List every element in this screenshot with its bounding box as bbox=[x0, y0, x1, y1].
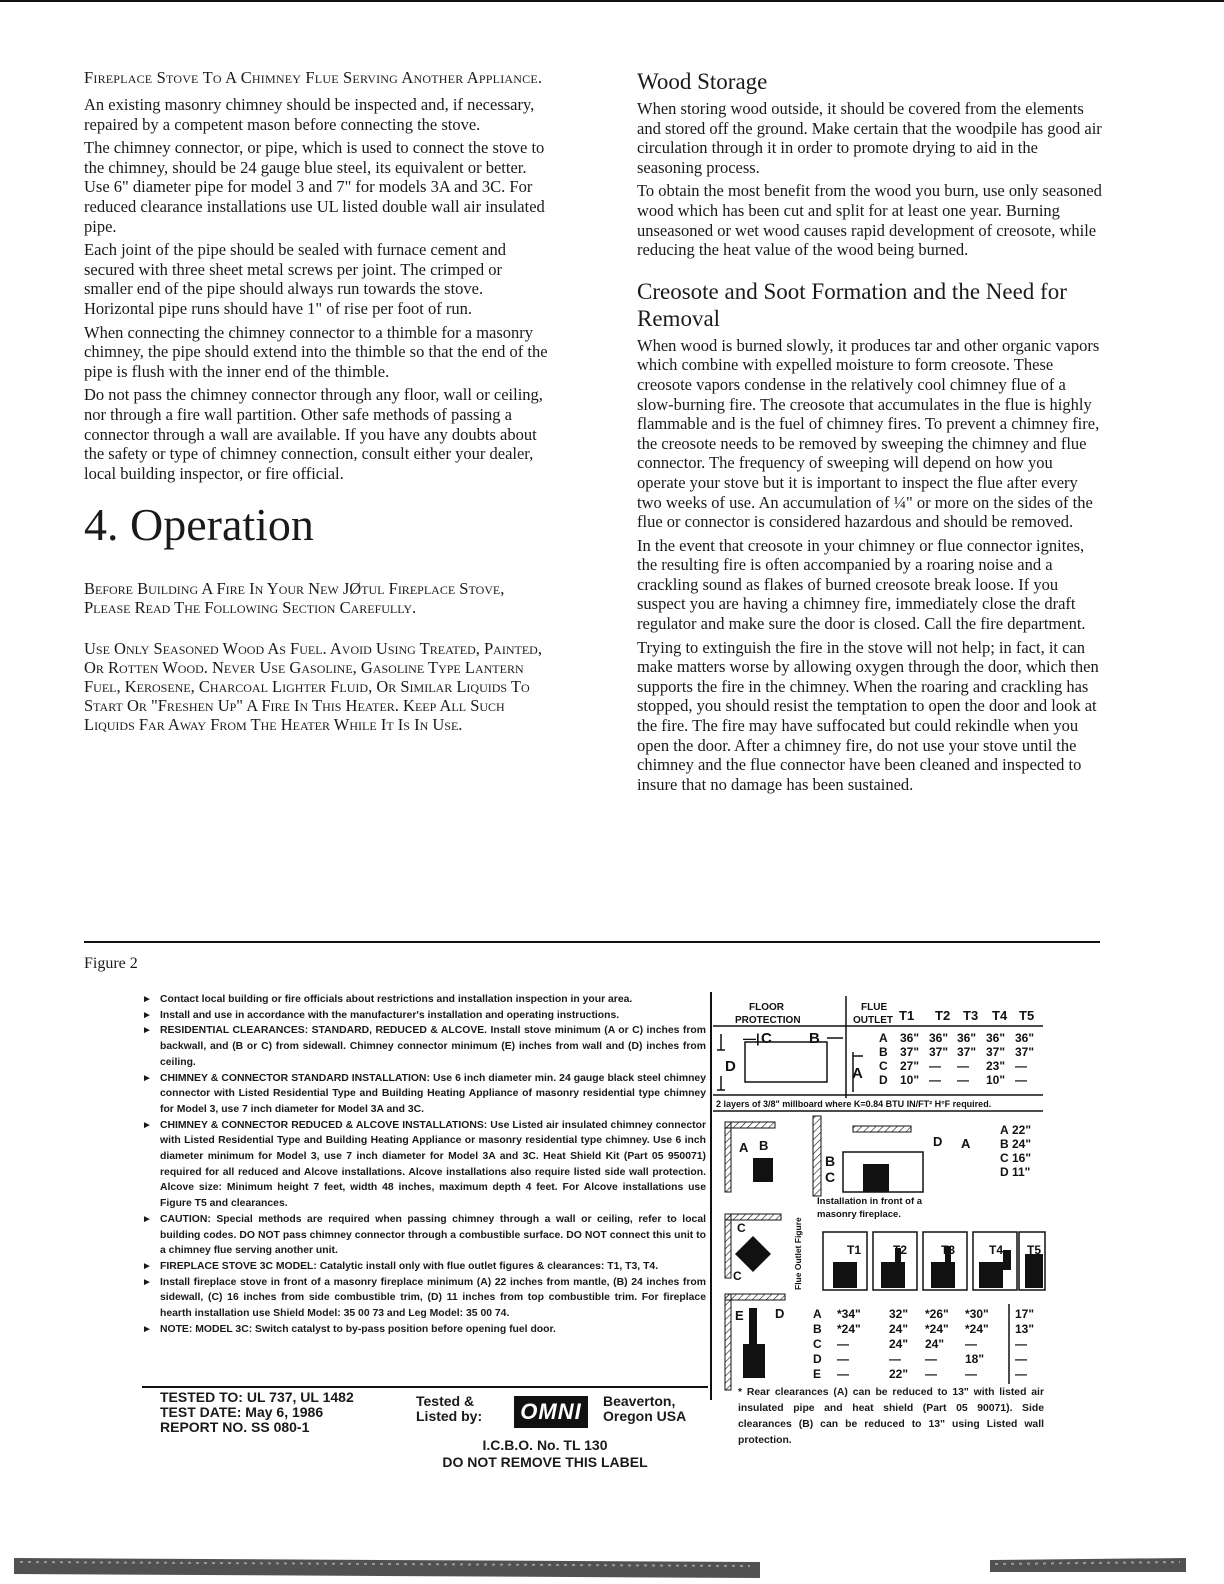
svg-text:—: — bbox=[957, 1059, 969, 1073]
svg-text:24": 24" bbox=[889, 1337, 909, 1351]
left-paragraph: Do not pass the chimney connector through any floor, wall or ceiling, nor through a fire wall partition. Other safe methods of passing a connector through a wall are available. If you have any doubts about the safety or type of chimney connection, consult either your dealer, local building inspector, or fire official. bbox=[84, 385, 543, 483]
col-t5: T5 bbox=[1019, 1008, 1035, 1023]
arrow-right-icon: ► bbox=[142, 1260, 152, 1272]
floor-protection-label-2: PROTECTION bbox=[735, 1015, 801, 1026]
svg-text:T4: T4 bbox=[989, 1243, 1004, 1257]
svg-text:—: — bbox=[1015, 1367, 1027, 1381]
figure-rule bbox=[84, 941, 1100, 943]
svg-text:36": 36" bbox=[986, 1031, 1006, 1045]
svg-text:D: D bbox=[775, 1306, 785, 1321]
svg-text:27": 27" bbox=[900, 1059, 920, 1073]
svg-text:16": 16" bbox=[1012, 1151, 1032, 1165]
svg-text:—: — bbox=[1015, 1059, 1027, 1073]
svg-text:17": 17" bbox=[1015, 1307, 1035, 1321]
col-t4: T4 bbox=[992, 1008, 1008, 1023]
svg-text:D: D bbox=[813, 1352, 822, 1366]
right-column bbox=[637, 68, 1102, 798]
svg-text:A: A bbox=[739, 1140, 749, 1155]
flue-outlet-label-1: FLUE bbox=[861, 1002, 888, 1013]
svg-text:37": 37" bbox=[957, 1045, 977, 1059]
svg-text:T1: T1 bbox=[847, 1243, 862, 1257]
svg-text:E: E bbox=[735, 1308, 744, 1323]
arrow-right-icon: ► bbox=[142, 1323, 152, 1335]
left-paragraph: When connecting the chimney connector to a thimble for a masonry chimney, the pipe should extend into the thimble so that the end of the pipe is flush with the inner end of the thimble. bbox=[84, 322, 548, 381]
svg-text:37": 37" bbox=[1015, 1045, 1035, 1059]
svg-text:—: — bbox=[965, 1337, 977, 1351]
right-paragraph: When storing wood outside, it should be covered from the elements and stored off the ground. Make certain that the woodpile has good air circulation through it in order to promote drying to aid in the seasoning process. bbox=[637, 99, 1102, 177]
label-item: ► Install and use in accordance with the manufacturer's installation and operating instructions. bbox=[142, 1008, 706, 1024]
label-item: ► CHIMNEY & CONNECTOR REDUCED & ALCOVE INSTALLATIONS: Use Listed air insulated chimney connector with Listed Residential Type and Building Heating Appliance or masonry residential type chimney. Use 6 inch diameter minimum for Model 3, use 7 inch diameter for Model 3A and 3C. Heat Shield Kit (Part 05 950071) required for all reduced and Alcove installations. Alcove installations also require listed side wall protection. Alcove size: Minimum height 7 feet, width 48 inches, maximum depth 4 feet. For Alcove installations use Figure T5 and clearances. bbox=[142, 1119, 706, 1210]
svg-text:22": 22" bbox=[889, 1367, 909, 1381]
row-label: D bbox=[879, 1073, 888, 1087]
fireplace-caption-2: masonry fireplace. bbox=[817, 1209, 901, 1220]
row-label: A bbox=[879, 1031, 888, 1045]
svg-text:—: — bbox=[957, 1073, 969, 1087]
svg-text:11": 11" bbox=[1012, 1165, 1031, 1179]
intro-caps: Fireplace Stove To A Chimney Flue Serving Another Appliance. bbox=[84, 68, 543, 87]
figure-vertical-divider bbox=[710, 992, 712, 1400]
svg-text:C: C bbox=[825, 1169, 836, 1185]
tested-to: TESTED TO: UL 737, UL 1482 bbox=[160, 1389, 354, 1405]
svg-text:*24": *24" bbox=[965, 1322, 989, 1336]
svg-text:10": 10" bbox=[900, 1073, 920, 1087]
heading-creosote: Creosote and Soot Formation and the Need for Removal bbox=[637, 278, 1067, 331]
label-item: ► CHIMNEY & CONNECTOR STANDARD INSTALLATION: Use 6 inch diameter min. 24 gauge black steel chimney connector with Listed Residential Type and Building Heating Appliance of masonry residential type chimney for Model 3, use 7 inch diameter for Model 3A and 3C. bbox=[142, 1072, 706, 1115]
svg-text:*34": *34" bbox=[837, 1307, 861, 1321]
svg-text:—: — bbox=[1015, 1337, 1027, 1351]
label-instructions bbox=[142, 992, 706, 1337]
svg-text:36": 36" bbox=[929, 1031, 949, 1045]
svg-text:36": 36" bbox=[900, 1031, 920, 1045]
svg-text:A: A bbox=[961, 1136, 971, 1151]
svg-text:37": 37" bbox=[900, 1045, 920, 1059]
do-not-remove: DO NOT REMOVE THIS LABEL bbox=[442, 1454, 648, 1470]
svg-text:—: — bbox=[837, 1337, 849, 1351]
svg-text:B: B bbox=[1000, 1137, 1009, 1151]
fireplace-clearance-values bbox=[1000, 1123, 1031, 1179]
svg-text:36": 36" bbox=[1015, 1031, 1035, 1045]
scan-artifact bbox=[0, 1548, 1224, 1584]
left-paragraph: An existing masonry chimney should be inspected and, if necessary, repaired by a competent mason before connecting the stove. bbox=[84, 95, 535, 134]
reduced-clearance-sketch bbox=[725, 1294, 785, 1390]
arrow-right-icon: ► bbox=[142, 1009, 152, 1021]
svg-text:—: — bbox=[965, 1367, 977, 1381]
svg-text:D: D bbox=[725, 1058, 736, 1075]
tested-listed-by: Tested & Listed by: bbox=[416, 1393, 483, 1424]
svg-text:—: — bbox=[925, 1352, 937, 1366]
svg-text:D: D bbox=[933, 1134, 943, 1149]
svg-text:E: E bbox=[813, 1367, 822, 1381]
svg-text:—: — bbox=[925, 1367, 937, 1381]
right-paragraph: To obtain the most benefit from the wood you burn, use only seasoned wood which has been cut and split for at least one year. Burning unseasoned or wet wood causes rapid development of creosote, while reducing the heat value of the wood being burned. bbox=[637, 181, 1102, 260]
svg-text:C: C bbox=[1000, 1151, 1009, 1165]
svg-text:A: A bbox=[1000, 1123, 1009, 1137]
svg-text:D: D bbox=[1000, 1165, 1009, 1179]
flue-outlet-figure-label: Flue Outlet Figure bbox=[793, 1217, 803, 1290]
clearance-footnote: * Rear clearances (A) can be reduced to 13" with listed air insulated pipe and heat shield (Part 05 90071). Side clearances (B) can be reduced to 13" using Listed wall protection. bbox=[738, 1387, 1044, 1446]
svg-text:A: A bbox=[813, 1307, 822, 1321]
svg-text:13": 13" bbox=[1015, 1322, 1035, 1336]
top-rule bbox=[0, 0, 1224, 2]
col-t2: T2 bbox=[935, 1008, 951, 1023]
col-t3: T3 bbox=[963, 1008, 979, 1023]
icbo-block bbox=[405, 1437, 685, 1471]
icbo-number: I.C.B.O. No. TL 130 bbox=[482, 1437, 608, 1453]
svg-text:22": 22" bbox=[1012, 1123, 1032, 1137]
caps-paragraph-1: Before Building A Fire In Your New JØtul Fireplace Stove, Please Read The Following Section Carefully. bbox=[84, 579, 505, 618]
svg-text:18": 18" bbox=[965, 1352, 985, 1366]
svg-text:T5: T5 bbox=[1027, 1243, 1042, 1257]
svg-text:24": 24" bbox=[889, 1322, 909, 1336]
svg-text:—: — bbox=[889, 1352, 901, 1366]
test-info bbox=[160, 1390, 354, 1435]
svg-text:23": 23" bbox=[986, 1059, 1006, 1073]
svg-text:B: B bbox=[813, 1322, 822, 1336]
label-item: ► CAUTION: Special methods are required when passing chimney through a wall or ceiling, refer to local building codes. DO NOT pass chimney connector through a combustible surface. DO NOT connect this unit to a chimney flue serving another unit. bbox=[142, 1213, 706, 1257]
svg-text:C: C bbox=[813, 1337, 822, 1351]
test-date: TEST DATE: May 6, 1986 bbox=[160, 1404, 324, 1420]
svg-text:—: — bbox=[929, 1073, 941, 1087]
millboard-note: 2 layers of 3/8" millboard where K=0.84 BTU IN/FT² H°F required. bbox=[716, 1099, 992, 1109]
svg-text:—|: —| bbox=[743, 1031, 760, 1046]
arrow-right-icon: ► bbox=[142, 1025, 152, 1037]
arrow-right-icon: ► bbox=[142, 1119, 152, 1131]
reduced-clearance-table bbox=[813, 1304, 1034, 1384]
svg-text:T3: T3 bbox=[941, 1243, 956, 1257]
omni-logo: OMNI bbox=[514, 1396, 588, 1428]
col-t1: T1 bbox=[899, 1008, 915, 1023]
svg-text:C: C bbox=[761, 1030, 772, 1047]
left-paragraph: The chimney connector, or pipe, which is used to connect the stove to the chimney, should be 24 gauge blue steel, its equivalent or better. Use 6" diameter pipe for model 3 and 7" for models 3A and 3C. For reduced clearance installations use UL listed double wall air insulated pipe. bbox=[84, 138, 545, 236]
svg-text:—: — bbox=[837, 1367, 849, 1381]
caps-paragraph-2: Use Only Seasoned Wood As Fuel. Avoid Using Treated, Painted, Or Rotten Wood. Never Use Gasoline, Gasoline Type Lantern Fuel, Kerosene, Charcoal Lighter Fluid, Or Similar Liquids To Start Or "Freshen Up" A Fire In This Heater. Keep All Such Liquids Far Away From The Heater While It Is In Use. bbox=[84, 639, 542, 735]
svg-text:—: — bbox=[1015, 1073, 1027, 1087]
right-paragraph: When wood is burned slowly, it produces tar and other organic vapors which combine with expelled moisture to form creosote. These creosote vapors condense in the relatively cool chimney flue of a slow-burning fire. The creosote that accumulates in the flue is highly flammable and is the fuel of chimney fires. To prevent a chimney fire, the creosote needs to be removed by sweeping the chimney and flue connector. The frequency of sweeping will depend on how you operate your stove but it is important to inspect the flue after every two weeks of use. An accumulation of ¼" or more on the sides of the flue or connector is considered hazardous and should be removed. bbox=[637, 335, 1100, 532]
label-item: ► FIREPLACE STOVE 3C MODEL: Catalytic install only with flue outlet figures & clearances: T1, T3, T4. bbox=[142, 1259, 706, 1275]
section-heading: 4. Operation bbox=[84, 499, 314, 551]
arrow-right-icon: ► bbox=[142, 1213, 152, 1225]
svg-text:—: — bbox=[929, 1059, 941, 1073]
label-item: ► RESIDENTIAL CLEARANCES: STANDARD, REDUCED & ALCOVE. Install stove minimum (A or C) inches from backwall, and (B or C) from sidewall. Chimney connector minimum (E) inches from wall and (D) inches from ceiling. bbox=[142, 1025, 706, 1068]
lab-location: Beaverton, Oregon USA bbox=[603, 1393, 687, 1424]
alcove-sketch bbox=[725, 1214, 781, 1283]
row-label: C bbox=[879, 1059, 888, 1073]
svg-text:*26": *26" bbox=[925, 1307, 949, 1321]
arrow-right-icon: ► bbox=[142, 1276, 152, 1288]
svg-text:10": 10" bbox=[986, 1073, 1006, 1087]
figure-caption: Figure 2 bbox=[84, 955, 138, 972]
arrow-right-icon: ► bbox=[142, 1072, 152, 1084]
svg-text:32": 32" bbox=[889, 1307, 909, 1321]
svg-text:B: B bbox=[825, 1153, 836, 1169]
svg-text:*24": *24" bbox=[925, 1322, 949, 1336]
right-paragraph: In the event that creosote in your chimney or flue connector ignites, the resulting fire is often accompanied by a roaring noise and a crackling sound as flakes of burned creosote break loose. If you suspect you are having a chimney fire, immediately close the draft regulator and make sure the door is closed. Call the fire department. bbox=[637, 535, 1086, 634]
fireplace-sketch bbox=[725, 1116, 971, 1196]
right-paragraph: Trying to extinguish the fire in the stove will not help; in fact, it can make matters worse by allowing oxygen through the door, which then supports the fire in the chimney. When the roaring and crackling has stopped, you should resist the temptation to open the door and look at the fire. The fire may have suffocated but could rekindle when you open the door. After a chimney fire, do not use your stove until the chimney and the flue connector have been cleaned and inspected to insure that no damage has been sustained. bbox=[637, 637, 1099, 794]
heading-wood-storage: Wood Storage bbox=[637, 69, 768, 94]
flue-outlet-figures bbox=[823, 1232, 1045, 1290]
standard-clearance-table bbox=[879, 1031, 1034, 1087]
label-item: ► NOTE: MODEL 3C: Switch catalyst to by-pass position before opening fuel door. bbox=[142, 1322, 706, 1338]
svg-text:—: — bbox=[1015, 1352, 1027, 1366]
svg-text:C: C bbox=[733, 1269, 742, 1283]
floor-protection-label-1: FLOOR bbox=[749, 1002, 784, 1013]
svg-text:C: C bbox=[737, 1221, 746, 1235]
left-column bbox=[84, 68, 554, 756]
fireplace-caption-1: Installation in front of a bbox=[817, 1196, 923, 1207]
svg-text:—: — bbox=[837, 1352, 849, 1366]
flue-outlet-label-2: OUTLET bbox=[853, 1015, 893, 1026]
svg-text:24": 24" bbox=[1012, 1137, 1032, 1151]
svg-text:T2: T2 bbox=[893, 1243, 908, 1257]
label-divider bbox=[142, 1386, 708, 1388]
label-item: ► Install fireplace stove in front of a masonry fireplace minimum (A) 22 inches from mantle, (B) 24 inches from sidewall, (C) 16 inches from side combustible trim, (D) 11 inches from top combustible trim. For fireplace hearth installation use Shield Model: 35 00 73 and Leg Model: 35 00 74. bbox=[142, 1276, 706, 1320]
left-paragraph: Each joint of the pipe should be sealed with furnace cement and secured with three sheet metal screws per joint. The crimped or smaller end of the pipe should always run towards the stove. Horizontal pipe runs should have 1" of rise per foot of run. bbox=[84, 240, 506, 318]
svg-text:36": 36" bbox=[957, 1031, 977, 1045]
svg-text:37": 37" bbox=[929, 1045, 949, 1059]
svg-text:A: A bbox=[852, 1065, 863, 1082]
svg-text:*30": *30" bbox=[965, 1307, 989, 1321]
svg-text:B: B bbox=[759, 1138, 769, 1153]
floor-protection-sketch bbox=[717, 1034, 863, 1092]
svg-text:24": 24" bbox=[925, 1337, 945, 1351]
arrow-right-icon: ► bbox=[142, 994, 152, 1005]
row-label: B bbox=[879, 1045, 888, 1059]
svg-text:37": 37" bbox=[986, 1045, 1006, 1059]
label-item: ► Contact local building or fire officials about restrictions and installation inspection in your area. bbox=[142, 992, 706, 1008]
svg-text:*24": *24" bbox=[837, 1322, 861, 1336]
clearance-diagram bbox=[713, 992, 1053, 1400]
report-no: REPORT NO. SS 080-1 bbox=[160, 1419, 310, 1435]
svg-text:B: B bbox=[809, 1030, 820, 1047]
